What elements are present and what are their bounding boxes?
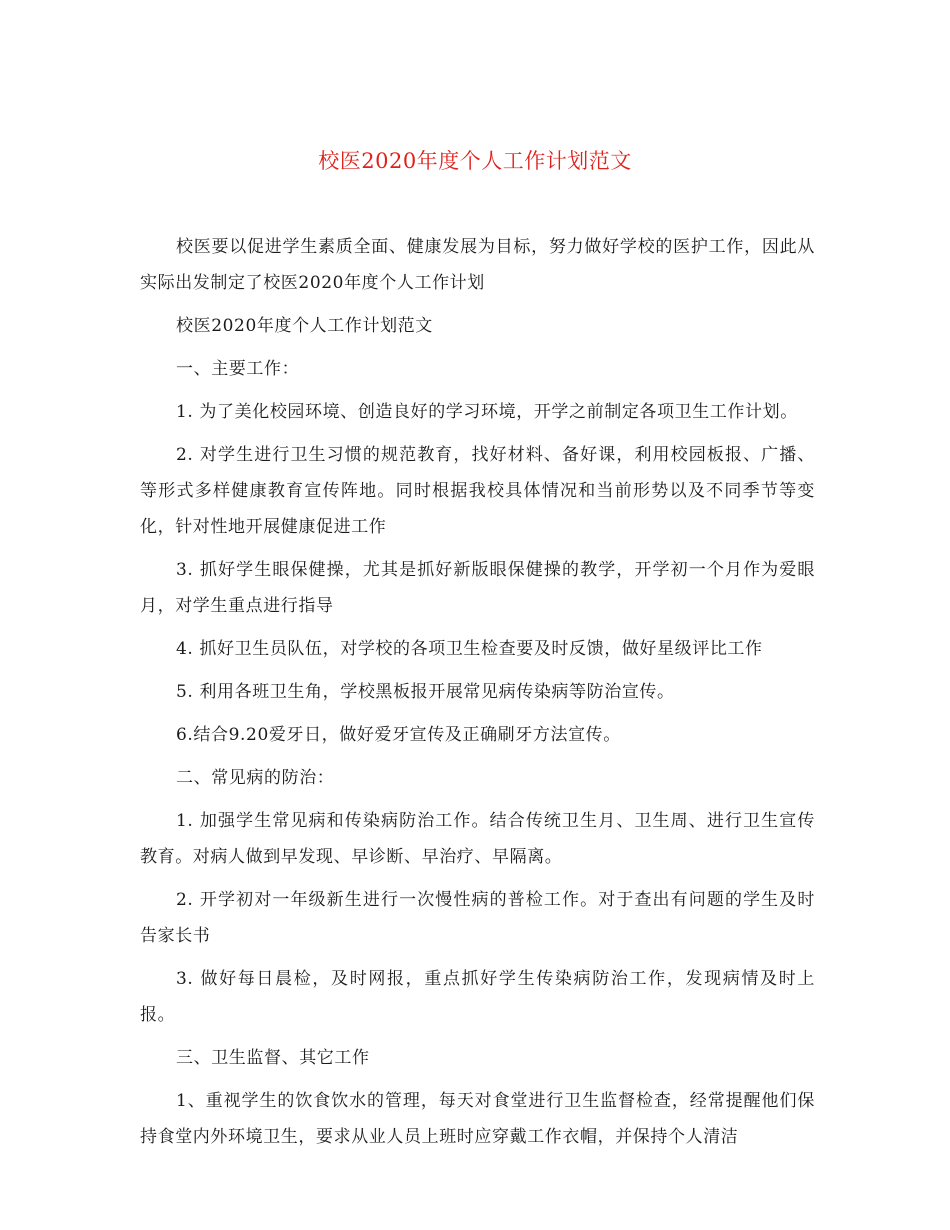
list-item: 2. 开学初对一年级新生进行一次慢性病的普检工作。对于查出有问题的学生及时告家长书 (140, 890, 815, 946)
list-item: 5. 利用各班卫生角，学校黑板报开展常见病传染病等防治宣传。 (176, 682, 675, 702)
section-heading-disease-prevention: 二、常见病的防治： (176, 768, 335, 788)
list-item: 3. 做好每日晨检，及时网报，重点抓好学生传染病防治工作，发现病情及时上报。 (140, 969, 815, 1025)
list-item: 1. 加强学生常见病和传染病防治工作。结合传统卫生月、卫生周、进行卫生宣传教育。对病人做到早发现、早诊断、早治疗、早隔离。 (140, 811, 815, 867)
section-heading-main-work: 一、主要工作： (176, 359, 300, 379)
list-item: 1. 为了美化校园环境、创造良好的学习环境，开学之前制定各项卫生工作计划。 (176, 402, 798, 422)
section-heading-supervision: 三、卫生监督、其它工作 (176, 1048, 370, 1068)
document-title: 校医2020年度个人工作计划范文 (318, 149, 632, 173)
intro-paragraph: 校医要以促进学生素质全面、健康发展为目标，努力做好学校的医护工作，因此从实际出发制定了校医2020年度个人工作计划 (140, 237, 815, 293)
list-item: 2. 对学生进行卫生习惯的规范教育，找好材料、备好课，利用校园板报、广播、等形式多样健康教育宣传阵地。同时根据我校具体情况和当前形势以及不同季节等变化，针对性地开展健康促进工作 (140, 445, 815, 537)
list-item: 1、重视学生的饮食饮水的管理，每天对食堂进行卫生监督检查，经常提醒他们保持食堂内外环境卫生，要求从业人员上班时应穿戴工作衣帽，并保持个人清洁 (140, 1091, 815, 1147)
list-item: 6.结合9.20爱牙日，做好爱牙宣传及正确刷牙方法宣传。 (176, 725, 621, 745)
document-body (140, 229, 815, 1162)
list-item: 3. 抓好学生眼保健操，尤其是抓好新版眼保健操的教学，开学初一个月作为爱眼月，对学生重点进行指导 (140, 560, 815, 616)
list-item: 4. 抓好卫生员队伍，对学校的各项卫生检查要及时反馈，做好星级评比工作 (176, 639, 763, 659)
subtitle-paragraph: 校医2020年度个人工作计划范文 (176, 316, 433, 336)
